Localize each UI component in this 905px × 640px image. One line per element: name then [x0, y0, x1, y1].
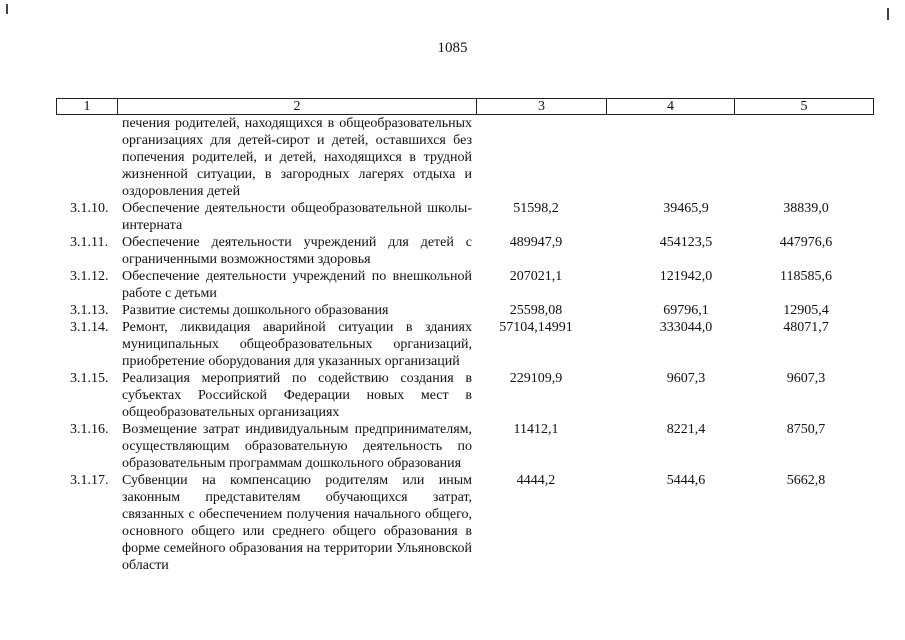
value-col-4: 39465,9: [663, 201, 709, 216]
row-number: 3.1.14.: [70, 320, 109, 335]
row-number: 3.1.12.: [70, 269, 109, 284]
column-header-1: 1: [83, 99, 91, 114]
row-description: Развитие системы дошкольного образования: [122, 303, 389, 318]
table-row: [56, 200, 874, 234]
value-col-4: 454123,5: [659, 235, 713, 250]
value-col-3: 25598,08: [509, 303, 563, 318]
row-description: Обеспечение деятельности общеобразовательной школы-интерната: [122, 201, 472, 233]
page-number: 1085: [437, 40, 468, 56]
row-description: Реализация мероприятий по содействию создания в субъектах Российской Федерации новых мест в общеобразовательных организациях: [122, 371, 472, 420]
column-header-4: 4: [667, 99, 674, 114]
value-col-4: 8221,4: [666, 422, 706, 437]
value-col-3: 51598,2: [513, 201, 559, 216]
column-header-2: 2: [293, 99, 301, 114]
value-col-4: 69796,1: [663, 303, 709, 318]
value-col-5: 12905,4: [783, 303, 829, 318]
row-number: 3.1.17.: [70, 473, 109, 488]
value-col-3: 4444,2: [516, 473, 556, 488]
table-header-row: [56, 98, 874, 115]
value-col-4: 9607,3: [666, 371, 706, 386]
corner-mark-top-right: [887, 8, 889, 20]
row-description: Обеспечение деятельности учреждений для детей с ограниченными возможностями здоровья: [122, 235, 472, 267]
table-row: [56, 268, 874, 302]
table-row: [56, 319, 874, 370]
column-header-5: 5: [800, 99, 808, 114]
table-row: [56, 421, 874, 472]
row-description: Обеспечение деятельности учреждений по внешкольной работе с детьми: [122, 269, 472, 301]
value-col-3: 207021,1: [509, 269, 563, 284]
table-row: [56, 234, 874, 268]
value-col-3: 489947,9: [509, 235, 563, 250]
row-number: 3.1.10.: [70, 201, 109, 216]
value-col-4: 5444,6: [666, 473, 706, 488]
value-col-5: 447976,6: [779, 235, 833, 250]
table-row: [56, 302, 874, 319]
value-col-4: 333044,0: [659, 320, 713, 335]
row-number: 3.1.16.: [70, 422, 109, 437]
table-row: [56, 370, 874, 421]
value-col-3: 57104,14991: [499, 320, 573, 335]
row-number: 3.1.11.: [70, 235, 108, 250]
table-row: [56, 115, 874, 200]
value-col-4: 121942,0: [659, 269, 713, 284]
row-description: Возмещение затрат индивидуальным предпринимателям, осуществляющим образовательную деятельность по образовательным программам дошкольного образования: [122, 422, 472, 471]
value-col-5: 118585,6: [780, 269, 832, 284]
value-col-5: 8750,7: [786, 422, 826, 437]
row-description: Субвенции на компенсацию родителям или иным законным представителям обучающихся затрат, связанных с обеспечением получения начального общего, основного общего или среднего общего образования в форме семейного образования на территории Ульяновской области: [122, 473, 472, 573]
value-col-3: 11412,1: [513, 422, 559, 437]
table-row: [56, 472, 874, 574]
value-col-5: 48071,7: [783, 320, 829, 335]
value-col-5: 9607,3: [786, 371, 826, 386]
row-number: 3.1.13.: [70, 303, 109, 318]
row-description: печения родителей, находящихся в общеобразовательных организациях для детей-сирот и детей, оставшихся без попечения родителей, и детей, находящихся в трудной жизненной ситуации, в загородных лагерях отдыха и оздоровления детей: [122, 116, 472, 199]
value-col-3: 229109,9: [509, 371, 563, 386]
row-description: Ремонт, ликвидация аварийной ситуации в зданиях муниципальных общеобразовательных организаций, приобретение оборудования для указанных организаций: [122, 320, 472, 369]
column-header-3: 3: [538, 99, 545, 114]
value-col-5: 38839,0: [783, 201, 829, 216]
budget-table: [56, 98, 874, 574]
value-col-5: 5662,8: [786, 473, 826, 488]
row-number: 3.1.15.: [70, 371, 109, 386]
corner-mark-top-left: [6, 4, 8, 14]
